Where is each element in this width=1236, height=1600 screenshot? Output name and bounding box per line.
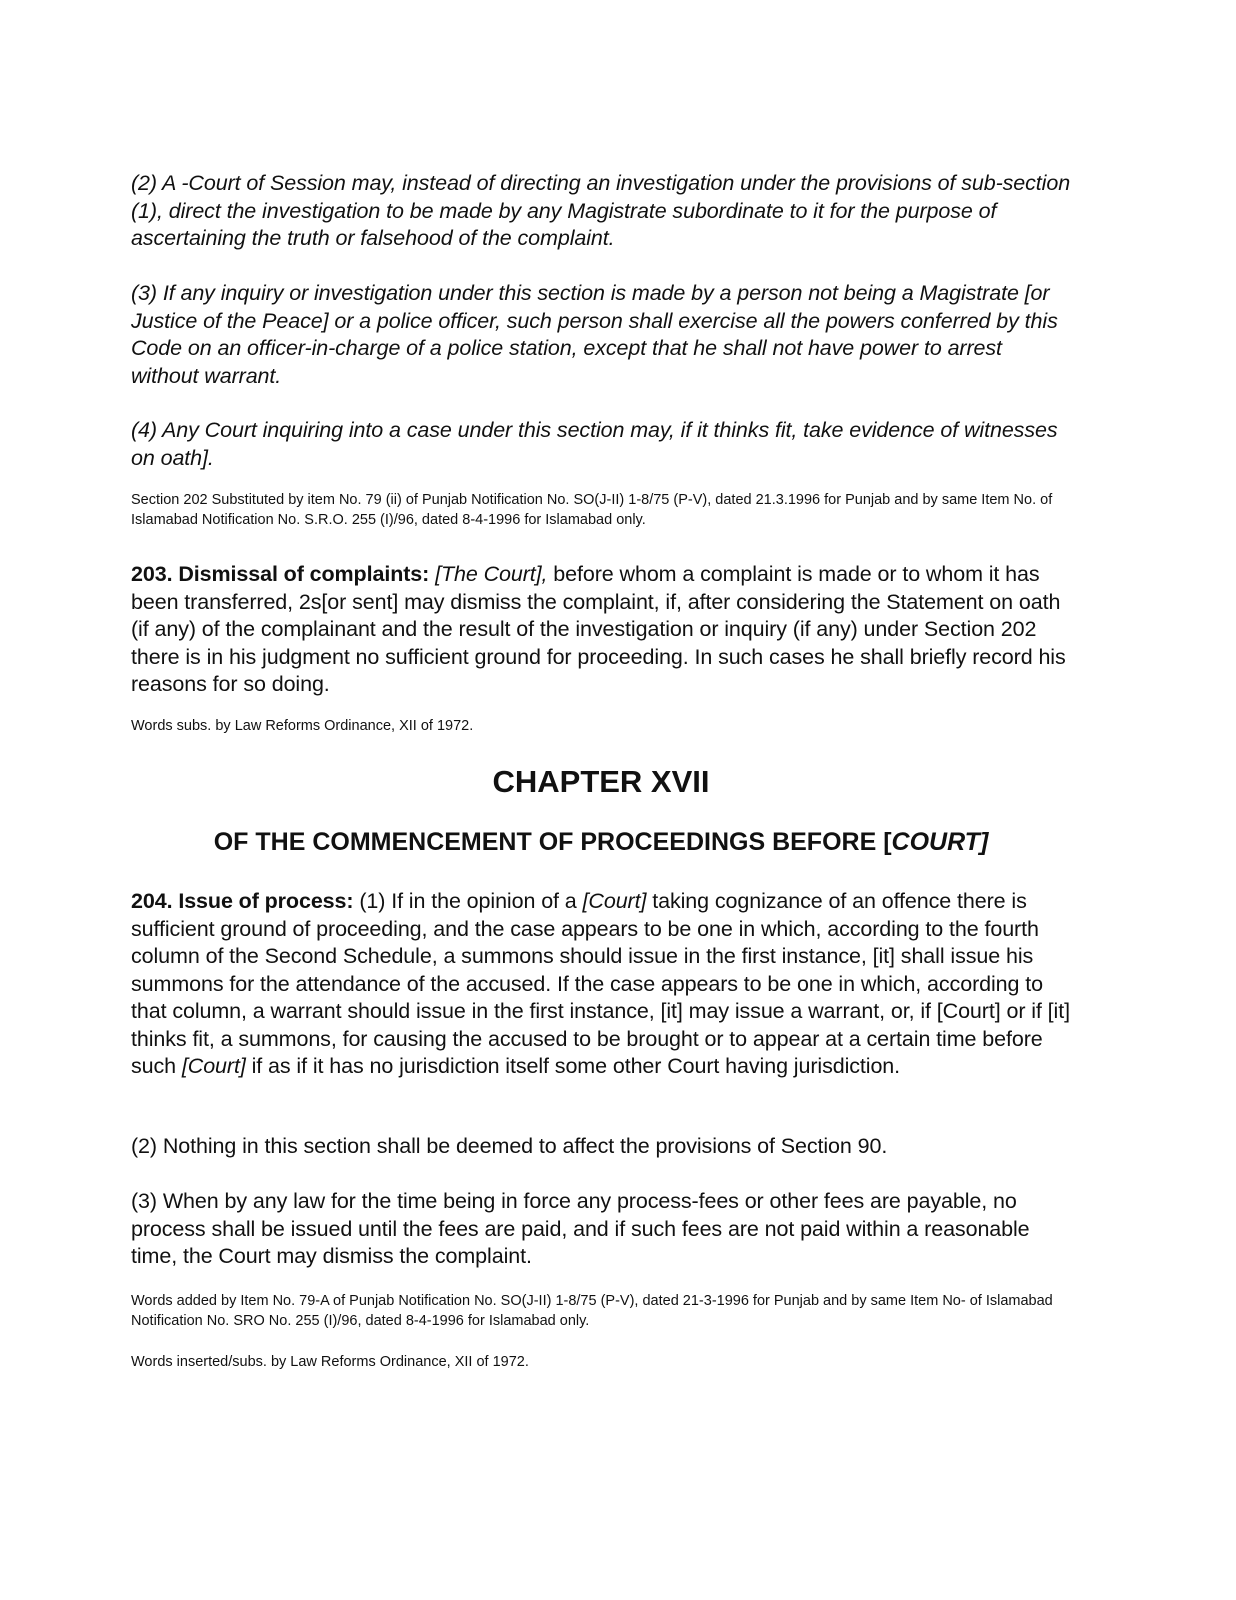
section-204-footnote-2: Words inserted/subs. by Law Reforms Ordinance, XII of 1972. <box>131 1354 529 1370</box>
section-203-heading: 203. Dismissal of complaints: <box>131 562 430 586</box>
section-204-court-2: [Court] <box>181 1054 246 1078</box>
section-202-footnote: Section 202 Substituted by item No. 79 (ii) of Punjab Notification No. SO(J-II) 1-8/75 (P-V), dated 21.3.1996 for Punjab and by same Item No. of Islamabad Notification No. S.R.O. 255 (I)/96, dated 8-4-1996 for Islamabad only. <box>131 492 1053 528</box>
chapter-subtitle-text: OF THE COMMENCEMENT OF PROCEEDINGS BEFORE [ <box>213 828 892 856</box>
section-204-text-b: taking cognizance of an offence there is sufficient ground of proceeding, and the case appears to be one in which, according to the fourth column of the Second Schedule, a summons should issue in the first instance, [it] shall issue his summons for the attendance of the accused. If the case appears to be one in which, according to that column, a warrant should issue in the first instance, [it] may issue a warrant, or, if [Court] or if [it] thinks fit, a summons, for causing the accused to be brought or to appear at a certain time before such <box>131 889 1070 1078</box>
section-204-text-a: (1) If in the opinion of a <box>353 889 583 913</box>
chapter-subtitle <box>131 828 1071 857</box>
section-203-footnote: Words subs. by Law Reforms Ordinance, XII of 1972. <box>131 718 474 734</box>
chapter-title: CHAPTER XVII <box>492 764 710 799</box>
section-203-court: [The Court], <box>435 562 548 586</box>
section-204-subsection-1 <box>131 888 1071 1081</box>
section-202-subsection-2: (2) A -Court of Session may, instead of directing an investigation under the provisions of sub-section (1), direct the investigation to be made by any Magistrate subordinate to it for the purpose of ascertaining the truth or falsehood of the complaint. <box>131 171 1071 250</box>
section-204-footnote-1: Words added by Item No. 79-A of Punjab Notification No. SO(J-II) 1-8/75 (P-V), dated 21-3-1996 for Punjab and by same Item No- of Islamabad Notification No. SRO No. 255 (I)/96, dated 8-4-1996 for Islamabad only. <box>131 1293 1053 1329</box>
chapter-subtitle-court: COURT] <box>891 828 989 856</box>
section-204-text-c: if as if it has no jurisdiction itself some other Court having jurisdiction. <box>245 1054 901 1078</box>
section-203-body: before whom a complaint is made or to whom it has been transferred, 2s[or sent] may dismiss the complaint, if, after considering the Statement on oath (if any) of the complainant and the result of the investigation or inquiry (if any) under Section 202 there is in his judgment no sufficient ground for proceeding. In such cases he shall briefly record his reasons for so doing. <box>131 562 1066 696</box>
section-204-court-1: [Court] <box>582 889 647 913</box>
section-204-subsection-3: (3) When by any law for the time being in force any process-fees or other fees are payable, no process shall be issued until the fees are paid, and if such fees are not paid within a reasonable time, the Court may dismiss the complaint. <box>131 1189 1030 1268</box>
section-202-subsection-3: (3) If any inquiry or investigation under this section is made by a person not being a Magistrate [or Justice of the Peace] or a police officer, such person shall exercise all the powers conferred by this Code on an officer-in-charge of a police station, except that he shall not have power to arrest without warrant. <box>131 281 1058 388</box>
section-202-subsection-4: (4) Any Court inquiring into a case under this section may, if it thinks fit, take evidence of witnesses on oath]. <box>131 418 1058 470</box>
section-203-paragraph <box>131 561 1071 699</box>
section-204-heading: 204. Issue of process: <box>131 889 354 913</box>
section-204-subsection-2: (2) Nothing in this section shall be deemed to affect the provisions of Section 90. <box>131 1134 888 1158</box>
